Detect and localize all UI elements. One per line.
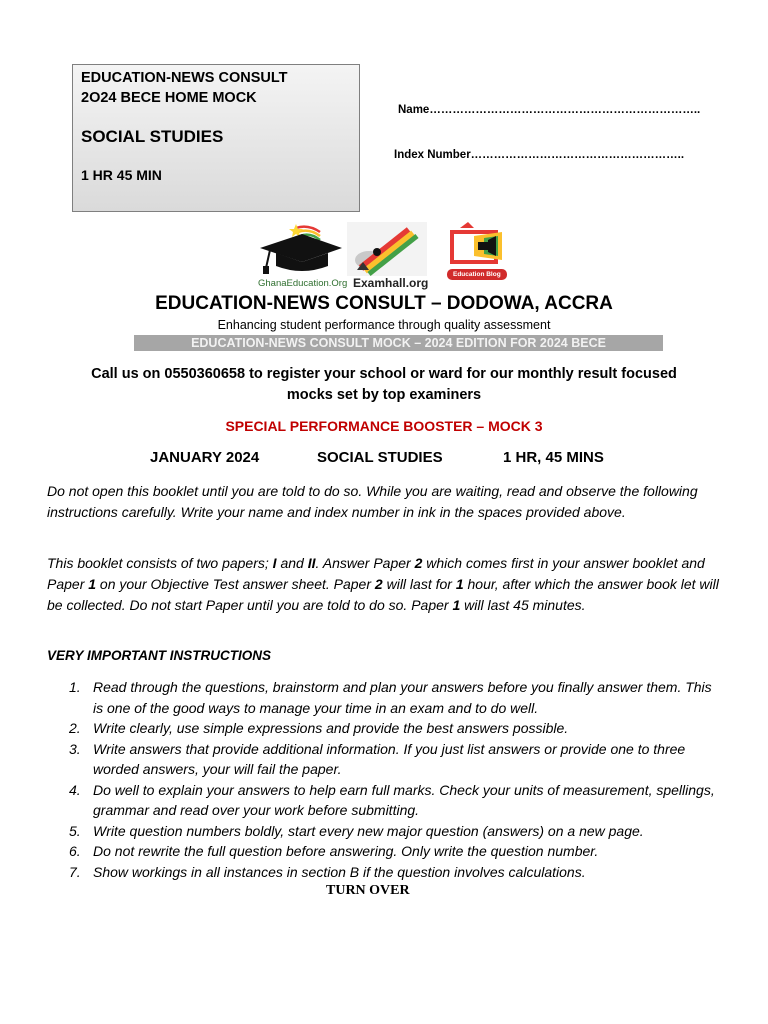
list-item: 5. Write question numbers boldly, start every new major question (answers) on a new page.	[69, 822, 644, 839]
book-megaphone-icon	[440, 222, 520, 268]
name-field[interactable]: Name……………………………………………………………..	[398, 104, 701, 116]
instructions-paragraph-2: This booklet consists of two papers; I and II. Answer Paper 2 which comes first in your answer booklet and Paper 1 on your Objective Test answer sheet. Paper 2 will last for 1 hour, after which the answer book let will be collected. Do not start Paper until you are told to do so. Paper 1 will last 45 minutes.	[47, 555, 719, 613]
exam-header-box	[72, 64, 360, 212]
instructions-heading: VERY IMPORTANT INSTRUCTIONS	[47, 648, 272, 663]
edition-banner: EDUCATION-NEWS CONSULT MOCK – 2024 EDITION FOR 2024 BECE	[134, 335, 663, 351]
instructions-list	[63, 677, 723, 882]
examhall-caption: Examhall.org	[353, 276, 429, 290]
exam-date: JANUARY 2024	[150, 449, 260, 466]
list-item: 2. Write clearly, use simple expressions and provide the best answers possible.	[69, 720, 569, 736]
turn-over-note: TURN OVER	[326, 883, 410, 898]
education-blog-caption: Education Blog	[447, 269, 507, 280]
list-item: 4. Do well to explain your answers to help earn full marks. Check your units of measurement, spellings, grammar and read over your work before submitting.	[69, 781, 715, 818]
callout-line-2: mocks set by top examiners	[286, 387, 482, 403]
index-number-field[interactable]: Index Number………………………………………………..	[394, 149, 685, 161]
list-item: 6. Do not rewrite the full question before answering. Only write the question number.	[69, 843, 599, 859]
list-item: 1. Read through the questions, brainstorm and plan your answers before you finally answer them. This is one of the good ways to manage your time in an exam and to do well.	[69, 679, 712, 716]
header-org: EDUCATION-NEWS CONSULT	[81, 70, 288, 86]
ghana-education-logo	[256, 222, 346, 292]
instructions-paragraph-1: Do not open this booklet until you are told to do so. While you are waiting, read and observe the following instructions carefully. Write your name and index number in ink in the spaces provided above.	[47, 483, 698, 520]
exam-subject: SOCIAL STUDIES	[317, 449, 443, 466]
list-item: 7. Show workings in all instances in section B if the question involves calculations.	[69, 863, 586, 880]
education-blog-logo	[440, 222, 520, 288]
registration-callout	[60, 364, 708, 406]
booster-heading: SPECIAL PERFORMANCE BOOSTER – MOCK 3	[225, 418, 543, 434]
exam-duration: 1 HR, 45 MINS	[503, 449, 604, 466]
header-mock: 2O24 BECE HOME MOCK	[81, 90, 257, 106]
examhall-logo	[347, 222, 427, 290]
ghana-education-caption: GhanaEducation.Org	[258, 278, 348, 289]
header-duration: 1 HR 45 MIN	[81, 167, 162, 183]
pencil-icon	[347, 222, 427, 276]
graduation-cap-icon	[256, 222, 346, 278]
page-title: EDUCATION-NEWS CONSULT – DODOWA, ACCRA	[155, 293, 613, 314]
tagline: Enhancing student performance through quality assessment	[217, 318, 551, 332]
list-item: 3. Write answers that provide additional information. If you just list answers or provide one to three worded answers, your will fail the paper.	[69, 740, 686, 777]
callout-line-1: Call us on 0550360658 to register your school or ward for our monthly result focused	[91, 366, 677, 382]
header-subject: SOCIAL STUDIES	[81, 127, 224, 146]
